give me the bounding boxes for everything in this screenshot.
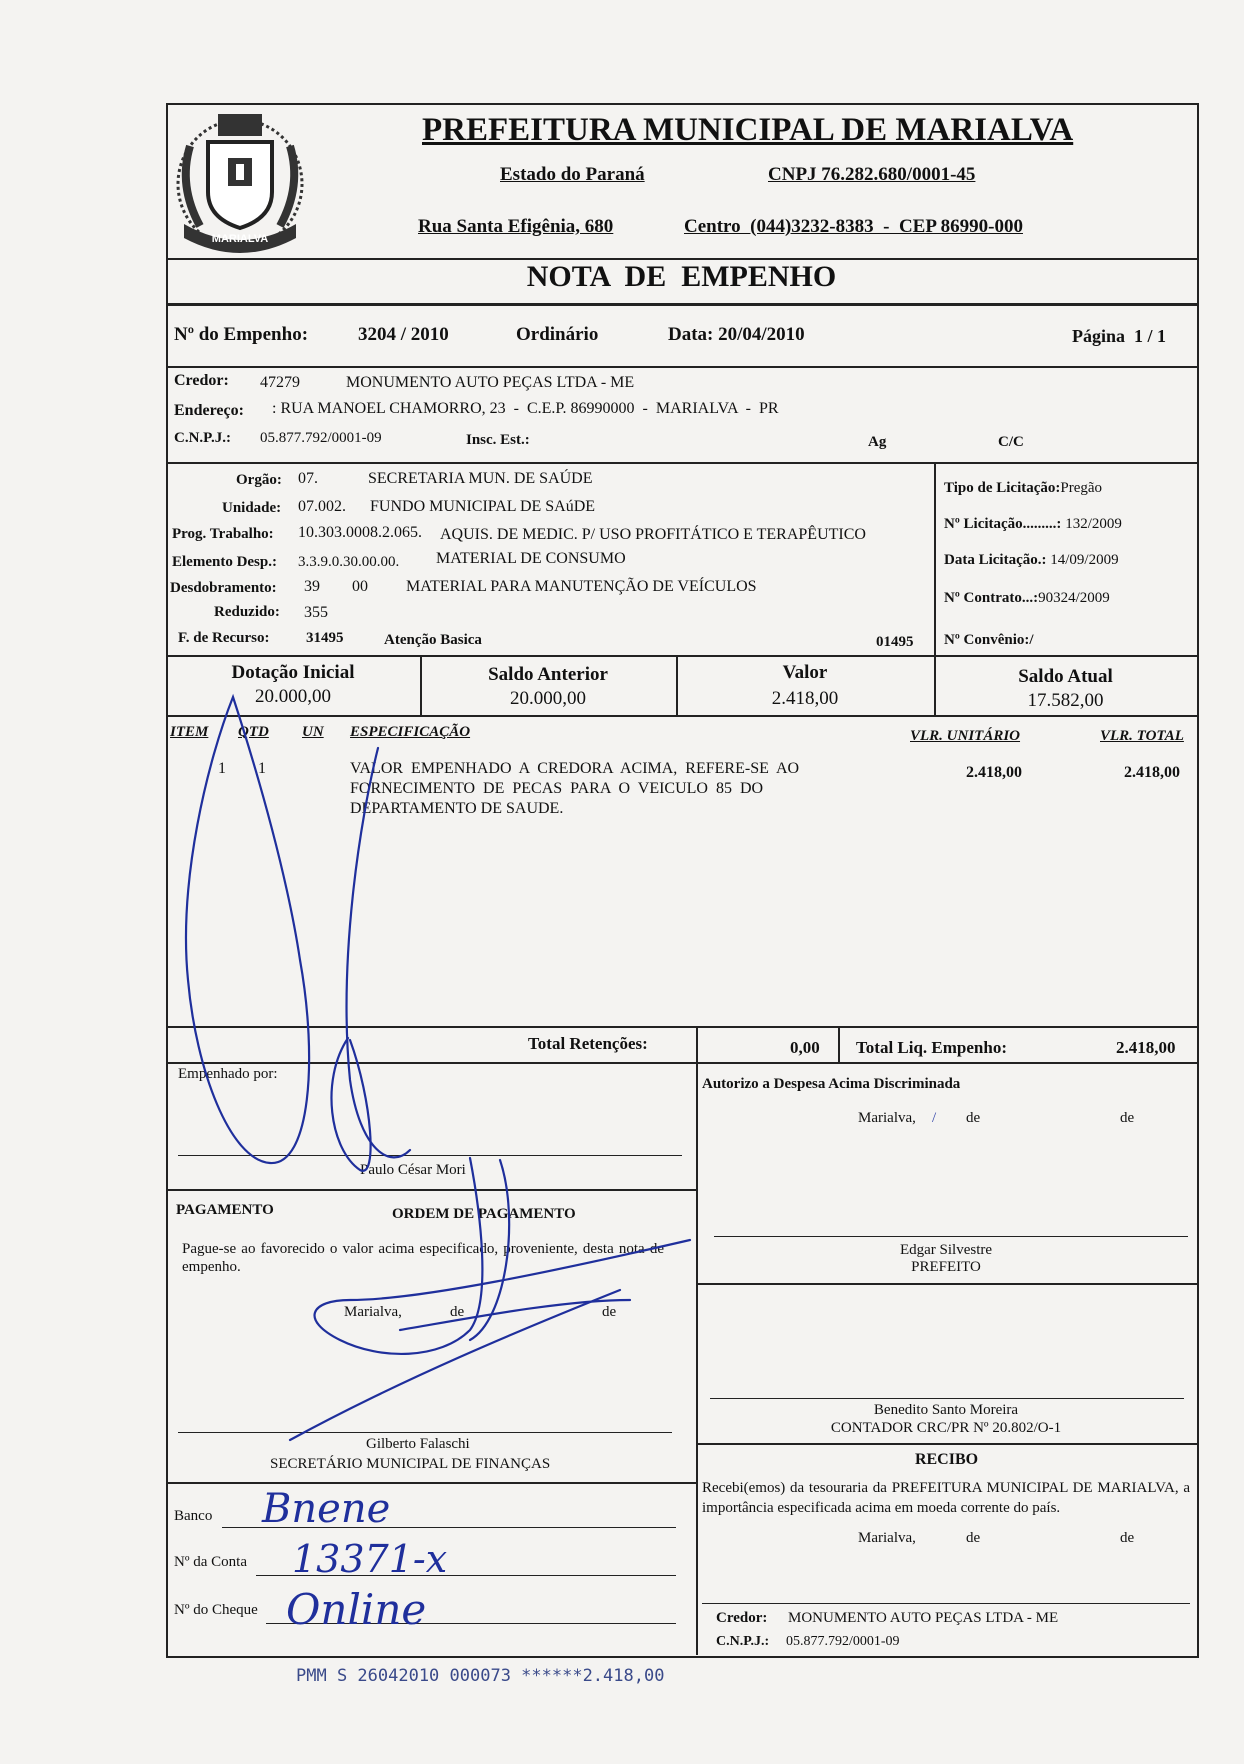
pague-text: Pague-se ao favorecido o valor acima especificado, proveniente, desta nota de empenho. bbox=[182, 1241, 664, 1275]
address-contact: Centro (044)3232-8383 - CEP 86990-000 bbox=[684, 216, 1023, 237]
prefeito-title: PREFEITO bbox=[911, 1259, 981, 1275]
total-liq-value: 2.418,00 bbox=[1116, 1038, 1176, 1057]
ag-label: Ag bbox=[868, 434, 887, 450]
mechanical-stamp: PMM S 26042010 000073 ******2.418,00 bbox=[296, 1666, 665, 1686]
data-licitacao-label: Data Licitação.: 14/09/2009 bbox=[944, 552, 1119, 568]
empenhado-name: Paulo César Mori bbox=[360, 1162, 466, 1178]
aut-de1: de bbox=[966, 1110, 981, 1126]
total-retencoes-label: Total Retenções: bbox=[528, 1034, 648, 1053]
cnpj-label: C.N.P.J.: bbox=[174, 430, 231, 446]
seal-motto: MARIALVA bbox=[211, 233, 269, 245]
desdobramento-name: MATERIAL PARA MANUTENÇÃO DE VEÍCULOS bbox=[406, 578, 757, 595]
credor-cnpj: 05.877.792/0001-09 bbox=[260, 430, 382, 446]
reduzido-code: 355 bbox=[304, 604, 328, 621]
saldo-anterior-value: 20.000,00 bbox=[510, 688, 586, 709]
prog-code: 10.303.0008.2.065. bbox=[298, 524, 422, 541]
street-address: Rua Santa Efigênia, 680 bbox=[418, 216, 614, 237]
item-desc-line2: FORNECIMENTO DE PECAS PARA O VEICULO 85 DO bbox=[350, 780, 764, 797]
col-vlr-total: VLR. TOTAL bbox=[1100, 728, 1184, 744]
tipo-licitacao: Pregão bbox=[1060, 480, 1103, 496]
desdobramento-code: 39 bbox=[304, 578, 320, 595]
address-label: Endereço: bbox=[174, 402, 244, 419]
col-un: UN bbox=[302, 724, 324, 740]
saldo-atual-value: 17.582,00 bbox=[1027, 690, 1104, 711]
handwritten-cheque: Online bbox=[286, 1585, 427, 1634]
cnpj-header: CNPJ 76.282.680/0001-45 bbox=[768, 164, 976, 185]
pagamento-label: PAGAMENTO bbox=[176, 1202, 274, 1218]
cc-label: C/C bbox=[998, 434, 1024, 450]
dotacao-value: 20.000,00 bbox=[255, 686, 331, 707]
valor-value: 2.418,00 bbox=[771, 688, 839, 709]
recibo-title: RECIBO bbox=[914, 1451, 979, 1468]
secretario-name: Gilberto Falaschi bbox=[366, 1436, 470, 1452]
item-vlr-unitario: 2.418,00 bbox=[966, 764, 1022, 781]
desdobramento-label: Desdobramento: bbox=[170, 580, 277, 596]
unidade-code: 07.002. bbox=[298, 498, 346, 515]
rec-de2: de bbox=[1120, 1530, 1135, 1546]
col-item: ITEM bbox=[170, 724, 209, 740]
prog-trabalho-label: Prog. Trabalho: bbox=[172, 526, 274, 542]
orgao-label: Orgão: bbox=[236, 472, 282, 488]
col-vlr-unitario: VLR. UNITÁRIO bbox=[910, 728, 1021, 744]
aut-de2: de bbox=[1120, 1110, 1135, 1126]
elemento-code: 3.3.9.0.30.00.00. bbox=[298, 554, 400, 570]
contrato-label: Nº Contrato...:90324/2009 bbox=[944, 590, 1110, 606]
elemento-label: Elemento Desp.: bbox=[172, 554, 277, 570]
valor-label: Valor bbox=[782, 662, 828, 683]
recibo-credor-label: Credor: bbox=[716, 1610, 768, 1626]
col-qtd: QTD bbox=[238, 724, 269, 740]
fonte-recurso-num: 01495 bbox=[876, 634, 914, 650]
document-title: NOTA DE EMPENHO bbox=[526, 260, 837, 293]
state-label: Estado do Paraná bbox=[500, 164, 645, 185]
total-liq-label: Total Liq. Empenho: bbox=[856, 1038, 1007, 1057]
contrato-number: 90324/2009 bbox=[1038, 590, 1110, 606]
op-de1: de bbox=[450, 1304, 465, 1320]
credor-name: MONUMENTO AUTO PEÇAS LTDA - ME bbox=[346, 374, 635, 391]
empenhado-label: Empenhado por: bbox=[178, 1066, 278, 1082]
item-vlr-total: 2.418,00 bbox=[1124, 764, 1180, 781]
fonte-recurso-code: 31495 bbox=[306, 630, 344, 646]
elemento-name: MATERIAL DE CONSUMO bbox=[436, 550, 626, 567]
municipality-title: PREFEITURA MUNICIPAL DE MARIALVA bbox=[422, 112, 1074, 148]
coat-of-arms-icon bbox=[170, 106, 310, 258]
prog-name: AQUIS. DE MEDIC. P/ USO PROFITÁTICO E TERAPÊUTICO bbox=[440, 526, 866, 543]
unidade-name: FUNDO MUNICIPAL DE SAúDE bbox=[370, 498, 596, 515]
secretario-title: SECRETÁRIO MUNICIPAL DE FINANÇAS bbox=[270, 1456, 551, 1472]
col-especificacao: ESPECIFICAÇÃO bbox=[350, 724, 471, 740]
desdobramento-sub: 00 bbox=[352, 578, 368, 595]
contador-title: CONTADOR CRC/PR Nº 20.802/O-1 bbox=[830, 1420, 1062, 1436]
unidade-label: Unidade: bbox=[222, 500, 282, 516]
orgao-code: 07. bbox=[298, 470, 318, 487]
saldo-atual-label: Saldo Atual bbox=[1018, 666, 1113, 687]
reduzido-label: Reduzido: bbox=[214, 604, 280, 620]
empenho-number: 3204 / 2010 bbox=[358, 324, 449, 345]
tipo-licitacao-label: Tipo de Licitação:Pregão bbox=[944, 480, 1103, 496]
empenho-date: Data: 20/04/2010 bbox=[668, 324, 805, 345]
recibo-credor-name: MONUMENTO AUTO PEÇAS LTDA - ME bbox=[788, 1610, 1059, 1626]
num-licitacao-label: Nº Licitação.........: 132/2009 bbox=[944, 516, 1122, 532]
conta-label: Nº da Conta bbox=[174, 1554, 247, 1570]
fonte-recurso-label: F. de Recurso: bbox=[178, 630, 270, 646]
recibo-cnpj-label: C.N.P.J.: bbox=[716, 1634, 770, 1649]
autorizo-label: Autorizo a Despesa Acima Discriminada bbox=[702, 1076, 961, 1092]
recibo-cnpj: 05.877.792/0001-09 bbox=[786, 1634, 900, 1649]
aut-slash: / bbox=[932, 1110, 937, 1126]
credor-code: 47279 bbox=[260, 374, 300, 391]
op-de2: de bbox=[602, 1304, 617, 1320]
banco-label: Banco bbox=[174, 1508, 213, 1524]
credor-label: Credor: bbox=[174, 372, 229, 389]
recibo-text: Recebi(emos) da tesouraria da PREFEITURA MUNICIPAL DE MARIALVA, a importância especificada acima em moeda corrente do país. bbox=[702, 1480, 1190, 1516]
data-licitacao: 14/09/2009 bbox=[1050, 552, 1119, 568]
item-number: 1 bbox=[218, 760, 226, 777]
rec-marialva: Marialva, bbox=[858, 1530, 916, 1546]
dotacao-label: Dotação Inicial bbox=[231, 662, 355, 683]
insc-est-label: Insc. Est.: bbox=[466, 432, 530, 448]
total-retencoes-value: 0,00 bbox=[790, 1038, 820, 1057]
aut-marialva: Marialva, bbox=[858, 1110, 916, 1126]
fonte-recurso-name: Atenção Basica bbox=[384, 632, 482, 648]
num-licitacao: 132/2009 bbox=[1065, 516, 1122, 532]
orgao-name: SECRETARIA MUN. DE SAÚDE bbox=[368, 470, 593, 487]
empenho-number-label: Nº do Empenho: bbox=[174, 324, 309, 345]
ordem-pagamento-label: ORDEM DE PAGAMENTO bbox=[392, 1206, 576, 1222]
cheque-label: Nº do Cheque bbox=[174, 1602, 258, 1618]
saldo-anterior-label: Saldo Anterior bbox=[488, 664, 608, 685]
page-number: Página 1 / 1 bbox=[1072, 326, 1167, 346]
credor-address: : RUA MANOEL CHAMORRO, 23 - C.E.P. 86990000 - MARIALVA - PR bbox=[272, 400, 779, 417]
handwritten-banco: Bnene bbox=[262, 1486, 391, 1532]
rec-de1: de bbox=[966, 1530, 981, 1546]
prefeito-name: Edgar Silvestre bbox=[899, 1242, 993, 1258]
op-marialva: Marialva, bbox=[344, 1304, 402, 1320]
handwritten-conta: 13371-x bbox=[292, 1537, 448, 1581]
contador-name: Benedito Santo Moreira bbox=[873, 1402, 1019, 1418]
item-qtd: 1 bbox=[258, 760, 266, 777]
item-desc-line3: DEPARTAMENTO DE SAUDE. bbox=[350, 800, 564, 817]
item-desc-line1: VALOR EMPENHADO A CREDORA ACIMA, REFERE-SE AO bbox=[350, 760, 800, 777]
convenio-label: Nº Convênio:/ bbox=[944, 632, 1034, 648]
empenho-type: Ordinário bbox=[516, 324, 599, 345]
